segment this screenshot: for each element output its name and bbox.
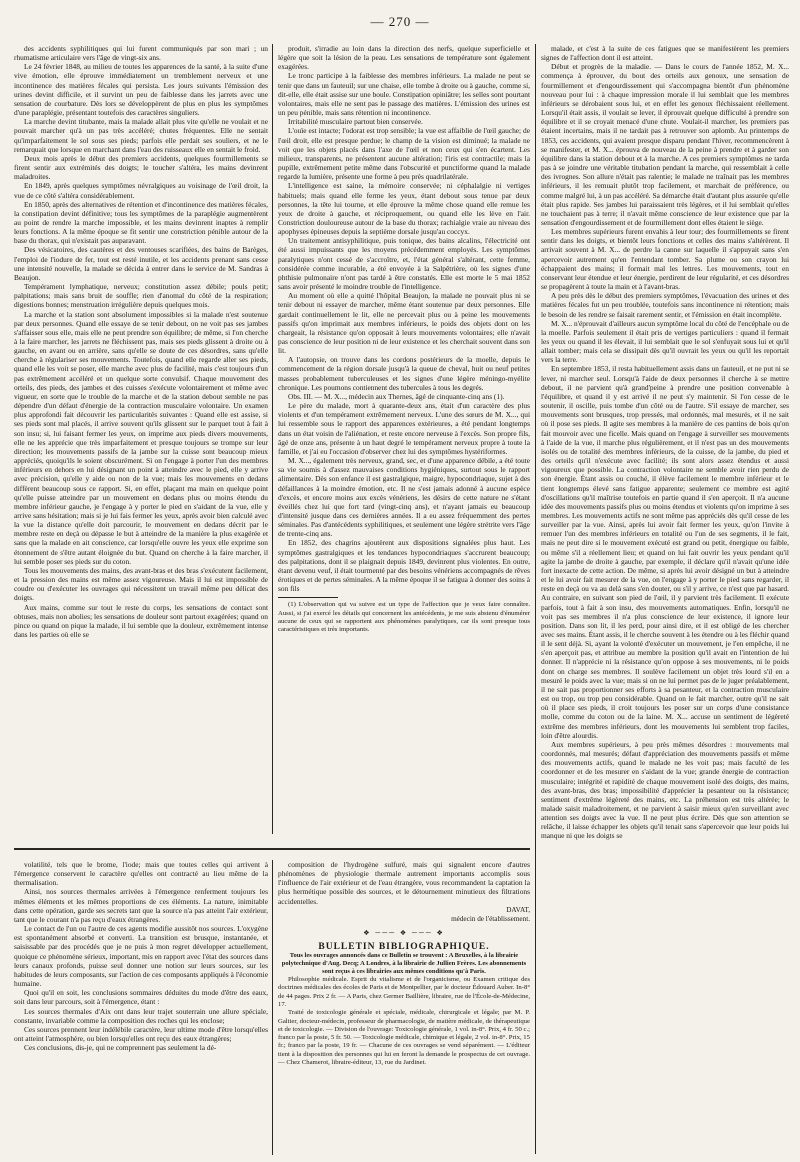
column-left-top bbox=[14, 44, 268, 834]
paragraph: Les sources thermales d'Aix ont dans leur trajet souterrain une allure spéciale, constante, invariable comme la composition des roches qui les enclose; bbox=[14, 1006, 268, 1025]
paragraph: Les membres supérieurs furent envahis à leur tour; des fourmillements se firent sentir dans les doigts, et bientôt leurs fonctions et celles des mains s'altérèrent. Il arrivait souvent à M. X... de perdre la canne sur laquelle il s'appuyait sans s'en apercevoir autrement qu'en l'entendant tomber. Sa plume ou son crayon lui échappaient des mains; il formait mal les lettres. Les mouvements, tout en conservant leur étendue et leur énergie, perdirent de leur régularité, et ces désordres se propagèrent à toute la main et à l'avant-bras. bbox=[541, 227, 789, 292]
paragraph: L'intelligence est saine, la mémoire conservée; ni céphalalgie ni vertiges habituels; mais quand elle ferme les yeux, étant debout sous tenue par deux personnes, la tête lui tourne, et elle éprouve la même chose quand elle remue les yeux de droite à gauche, et réciproquement, ou quand elle les lève en l'air. Constriction douloureuse autour de la base du thorax; rachialgie vraie au niveau des apophyses épineuses depuis la septième dorsale jusqu'au coccyx. bbox=[278, 181, 530, 237]
paragraph: Tous les mouvements des mains, des avant-bras et des bras s'exécutent facilement, et la pression des mains est même assez vigoureuse. Mais il lui est impossible de coudre ou d'exécuter les ouvrages qui nécessitent un travail même peu délicat des doigts. bbox=[14, 565, 268, 603]
paragraph: En 1852, des chagrins ajoutèrent aux dispositions signalées plus haut. Les symptômes gastralgiques et les tendances hypocondriaques s'accrurent beaucoup; des palpitations, dont il se plaignait depuis 1849, devinrent plus violentes. En outre, étant devenu veuf, il était tourmenté par des besoins vénériens accompagnés de rêves érotiques et de pertes séminales. A la même époque il se fatigua à donner des soins à son fils bbox=[278, 538, 530, 594]
paragraph: M. X... n'éprouvait d'ailleurs aucun symptôme local du côté de l'encéphale ou de la moelle. Parfois seulement il était pris de vertiges particuliers : quand il fermait les yeux ou quand il les élevait, il lui semblait que le sol s'enfuyait sous lui et qu'il allait tomber; mais cela se dissipait dès qu'il ouvrait les yeux ou qu'il les reportait vers la terre. bbox=[541, 318, 789, 365]
column-right bbox=[541, 44, 789, 1154]
paragraph: Le contact de l'un ou l'autre de ces agents modifie aussitôt nos sources. L'oxygène est spontanément absorbé et converti. La transition est brusque, instantanée, et saisissable par des procédés que je ne puis à mon regret développer actuellement, quoique ce phénomène sérieux, important, mis en rapport avec l'état des sources dans leurs canaux profonds, puisse seul donner une notion sur leurs sources, sur les habitudes de leurs composants, sur l'action de ces composants appliqués à l'économie humaine. bbox=[14, 924, 268, 989]
paragraph: Le 24 février 1848, au milieu de toutes les apparences de la santé, à la suite d'une vive émotion, elle éprouve immédiatement un tremblement nerveux et une incontinence des matières fécales qui persista. Les jours suivants l'émission des urines devint difficile, et il survint un peu de faiblesse dans les jarrets avec une sensation de courbature. Dès lors se développèrent de plus en plus les symptômes d'une paraplégie, présentant toutefois des caractères singuliers. bbox=[14, 62, 268, 118]
paragraph: composition de l'hydrogène sulfuré, mais qui signalent encore d'autres phénomènes de physiologie thermale autrement importants accomplis sous l'influence de l'air extérieur et de l'eau étrangère, vous recommandent la captation la plus hermétique possible des sources, et le détournement minutieux des filtrations accidentelles. bbox=[278, 860, 530, 906]
paragraph: Ainsi, nos sources thermales arrivées à l'émergence renferment toujours les mêmes éléments et les mêmes proportions de ces éléments. La nature, inimitable dans cette opération, garde ses secrets tant que la source n'a pas atteint l'air extérieur, tant que le courant n'a pas reçu d'eaux étrangères. bbox=[14, 887, 268, 924]
paragraph: La marche et la station sont absolument impossibles si la malade n'est soutenue par deux personnes. Quand elle essaye de se tenir debout, on ne voit pas ses jambes s'affaisser sous elle, mais elle ne peut prendre son équilibre; de même, si l'on cherche à la faire marcher, les jarrets ne fléchissent pas, mais ses pieds glissent à droite ou à gauche, en avant ou en arrière, sans qu'elle se doute de ces désordres, sans qu'elle cherche à régulariser ses mouvements. Toutefois, quand elle regarde aller ses pieds, quand elle les voit se poser, elle marche avec plus de facilité, mais c'est toujours d'un pas extrêmement accéléré et un quelque sorte convulsif. Chaque mouvement des orteils, des pieds, des jambes et des cuisses s'exécute volontairement et même avec vigueur, en sorte que le trouble de la marche et de la station debout semble ne pas dépendre d'un défaut d'énergie de la contraction musculaire volontaire. Un examen plus approfondi fait découvrir les particularités suivantes : Quand elle est assise, si ses pieds sont mal placés, il arrive souvent qu'ils glissent sur le parquet tout à fait à son insu; si, lui faisant fermer les yeux, on imprime aux pieds divers mouvements, elle ne les apprécie que très imparfaitement et presque toujours se trompe sur leur direction; les mouvements passifs de la jambe sur la cuisse sont beaucoup mieux appréciés, quoiqu'ils le soient obscurément. Si on l'engage à porter l'un des membres inférieurs en dehors en lui désignant un point à atteindre avec le pied, elle y arrive avec précision, qu'elle y aide ou non de la vue; mais les mouvements en dedans diffèrent beaucoup sous ce rapport. Si, en effet, plaçant ma main en quelque point qu'elle puisse atteindre par un mouvement en dedans plus ou moins étendu du membre inférieur gauche, je l'engage à y porter le pied en s'aidant de la vue, elle y arrive sans hésitation; mais si je lui fais fermer les yeux, après avoir bien calculé avec la vue la distance qu'elle doit parcourir, le mouvement en dedans décrit par le membre reste en deçà ou dépasse le but à atteindre de la manière la plus exagérée et sans que la malade en ait conscience, car lorsqu'elle ouvre les yeux elle exprime son étonnement de s'être autant éloignée du but. Quand on cherche à la faire marcher, il lui semble poser ses pieds sur du coton. bbox=[14, 309, 268, 566]
paragraph: La marche devint titubante, mais la malade allait plus vite qu'elle ne voulait et ne pouvait marcher qu'à un pas très accéléré; chutes fréquentes. Elle ne sentait qu'imparfaitement le sol sous ses pieds; parfois elle perdait ses souliers, et ne le remarquait que lorsque en marchant dans l'eau des ruisseaux elle en sentait le froid. bbox=[14, 117, 268, 154]
column-rule bbox=[272, 860, 273, 1155]
paragraph: malade, et c'est à la suite de ces fatigues que se manifestèrent les premiers signes de l'affection dont il est atteint. bbox=[541, 44, 789, 63]
paragraph: produit, s'irradie au loin dans la direction des nerfs, quelque superficielle et légère que soit la lésion de la peau. Les sensations de température sont également exagérées. bbox=[278, 44, 530, 72]
paragraph: A peu près dès le début des premiers symptômes, l'évacuation des urines et des matières fécales fut un peu troublée, toutefois sans incontinence ni rétention; mais le besoin de les rendre se faisait rarement sentir, et l'émission en était incomplète. bbox=[541, 291, 789, 319]
paragraph: Tempérament lymphatique, nerveux; constitution assez débile; pouls petit; palpitations; mais sans bruit de souffle; rien d'anomal du côté de la respiration; digestions bonnes; menstruation irrégulière depuis quelques mois. bbox=[14, 282, 268, 310]
column-rule bbox=[272, 44, 273, 834]
paragraph: Le père du malade, mort à quarante-deux ans, était d'un caractère des plus violents et d'un tempérament extrêmement nerveux. L'une des sœurs de M. X..., qui lui ressemble sous le rapport des apparences extérieures, a été pendant longtemps dans un état voisin de l'aliénation, et reste encore nerveuse à l'excès. Son propre fils, âgé de onze ans, présente à un haut degré le tempérament nerveux propre à toute la famille, et j'ai eu l'occasion d'observer chez lui des symptômes hystériformes. bbox=[278, 401, 530, 456]
paragraph: A l'autopsie, on trouve dans les cordons postérieurs de la moelle, depuis le commencement de la région dorsale jusqu'à la queue de cheval, huit ou neuf petites masses probablement tuberculeuses et les signes d'une légère méningo-myélite chronique. Les poumons contiennent des tubercules à tous les degrés. bbox=[278, 355, 530, 392]
bibliography-entry: Traité de toxicologie générale et spéciale, médicale, chirurgicale et légale; par M. P. Galtier, docteur-médecin, professeur de pharmacologie, de matière médicale, de thérapeutique et de toxicologie. — Division de l'ouvrage: Toxicologie générale, 1 vol. in-8°. Prix, 4 fr. 50 c.; franco par la poste, 5 fr. 50. — Toxicologie médicale, chimique et légale, 2 vol. in-8°. Prix, 15 fr.; franco par la poste, 19 fr. — Chacune de ces ouvrages se vend séparément. — L'éditeur tient à la disposition des personnes qui lui en feront la demande le prospectus de cet ouvrage. — Chez Chamerot, libraire-éditeur, 13, rue du Jardinet. bbox=[278, 1009, 530, 1067]
column-middle-top bbox=[278, 44, 530, 834]
paragraph: Des vésicatoires, des cautères et des ventouses scarifiées, des bains de Barèges, l'emploi de l'iodure de fer, tout est resté inutile, et les accidents prenant sans cesse une intensité nouvelle, la malade se décida à entrer dans le service de M. Sandras à Beaujon. bbox=[14, 245, 268, 282]
paragraph: En 1850, après des alternatives de rétention et d'incontinence des matières fécales, la constipation devint définitive; tous les symptômes de la paraplégie augmentèrent au point de rendre la marche impossible, et les mains devinrent inaptes à remplir leurs fonctions. A la même époque se fit sentir une constriction pénible autour de la base du thorax, qui n'existait pas auparavant. bbox=[14, 199, 268, 246]
paragraph: Un traitement antisyphilitique, puis tonique, des bains alcalins, l'électricité ont été aussi impuissants que les moyens précédemment employés. Les symptômes paralytiques n'ont cessé de s'accroître, et, l'état général s'altérant, cette femme, considérée comme incurable, a été envoyée à la Salpêtrière, où les signes d'une phthisie pulmonaire n'ont pas tardé à être constatés. Elle est morte le 5 mai 1852 sans avoir présenté le moindre trouble de l'intelligence. bbox=[278, 236, 530, 292]
column-rule bbox=[535, 44, 536, 1154]
paragraph: volatilité, tels que le brome, l'iode; mais que toutes celles qui arrivent à l'émergence conservent le caractère qu'elles ont contracté au lieu même de la thermalisation. bbox=[14, 860, 268, 888]
section-rule bbox=[14, 848, 530, 850]
paragraph: Au moment où elle a quitté l'hôpital Beaujon, la malade ne pouvait plus ni se tenir debout ni essayer de marcher, même étant soutenue par deux personnes. Elle gardait continuellement le lit, elle ne percevait plus ou à peine les mouvements passifs qu'on imprimait aux membres inférieurs, le poids des objets dont on les chargeait, la résistance qu'on opposait à leurs mouvements volontaires; elle n'avait pas conscience de leur position ni de leur existence et les cherchait souvent dans son lit. bbox=[278, 291, 530, 356]
paragraph: Le tronc participe à la faiblesse des membres inférieurs. La malade ne peut se tenir que dans un fauteuil; sur une chaise, elle tombe à droite ou à gauche, comme si, dit-elle, elle était assise sur une boule. Constipation opiniâtre; les selles sont pourtant volontaires, mais elle ne sent pas le passage des matières. L'émission des urines est un peu pénible, mais sans rétention ni incontinence. bbox=[278, 71, 530, 118]
paragraph: Aux mains, comme sur tout le reste du corps, les sensations de contact sont obtuses, mais non abolies; les sensations de douleur sont partout exagérées; quand on pince ou quand on pique la malade, il lui semble que la douleur, extrêmement intense dans les parties où elle se bbox=[14, 602, 268, 639]
paragraph: Irritabilité musculaire partout bien conservée. bbox=[288, 117, 423, 127]
ornament-divider: ❖ ─── ❖ ─── ❖ bbox=[363, 928, 445, 937]
paragraph: L'ouïe est intacte; l'odorat est trop sensible; la vue est affaiblie de l'œil gauche; de l'œil droit, elle est presque perdue; le champ de la vision est diminué; la malade ne voit que les objets placés dans l'axe de l'œil et non ceux qui s'en écartent. Les milieux, transparents, ne présentent aucune altération; l'iris est contractile; mais la pupille, extrêmement petite même dans l'obscurité et punctiforme quand la malade regarde la lumière, présente une forme à peu près quadrilatérale. bbox=[278, 126, 530, 182]
page-number: — 270 — bbox=[370, 14, 430, 29]
column-middle-bottom bbox=[278, 860, 530, 1155]
paragraph: En 1849, après quelques symptômes névralgiques au voisinage de l'œil droit, la vue de ce côté s'altéra considérablement. bbox=[14, 181, 268, 200]
footnote-rule bbox=[278, 597, 338, 598]
paragraph: Deux mois après le début des premiers accidents, quelques fourmillements se firent sentir aux extrémités des doigts; le toucher s'altéra, les mains devinrent maladroites. bbox=[14, 153, 268, 182]
bulletin-title: BULLETIN BIBLIOGRAPHIQUE. bbox=[318, 941, 490, 952]
paragraph: Obs. III. — M. X..., médecin aux Thernes, âgé de cinquante-cinq ans (1). bbox=[288, 391, 505, 401]
paragraph: Aux membres supérieurs, à peu près mêmes désordres : mouvements mal coordonnés, mal mesurés; défaut d'appréciation des mouvements passifs et même des mouvements actifs, quand le malade ne les voit pas; mais faculté de les coordonner et de les mesurer en s'aidant de la vue; grande énergie de contraction musculaire; intégrité et rapidité de chaque mouvement isolé des doigts, des mains, des avant-bras, des bras; impossibilité d'apprécier la pesanteur ou la résistance; sentiment d'extrême légèreté des mains, etc. La préhension est très altérée; le malade saisit maladroitement, et ne parvient à saisir mieux qu'en surveillant avec attention ses doigts avec la vue. Il ne peut plus écrire. Dès que son attention se relâche, il laisse échapper les objets qu'il tenait sans s'apercevoir que leur poids lui manque ni que les doigts se bbox=[541, 739, 789, 841]
column-left-bottom bbox=[14, 860, 268, 1155]
bulletin-intro: Tous les ouvrages annoncés dans ce Bulletin se trouvent : A Bruxelles, à la librairie polytechnique d'Aug. Decq; A Londres, à la librairie de Jullien Frères. Les abonnements sont reçus à ces librairies aux mêmes conditions qu'à Paris. bbox=[281, 952, 527, 976]
bibliography-entry: Philosophie médicale. Esprit du vitalisme et de l'organicisme, ou Examen critique des doctrines médicales des écoles de Paris et de Montpellier, par le docteur Édouard Auber. In-8° de 44 pages. Prix 2 fr. — A Paris, chez Germer Baillière, libraire, rue de l'École-de-Médecine, 17. bbox=[278, 976, 530, 1008]
paragraph: M. X..., également très nerveux, grand, sec, et d'une apparence débile, a été toute sa vie soumis à d'assez mauvaises conditions hygiéniques, surtout sous le rapport alimentaire. Dès son enfance il est gastralgique, maigre, hypocondriaque, sujet à des défaillances à la moindre émotion, etc. Il ne s'est jamais adonné à aucune espèce d'excès, et encore moins aux excès vénériens, les désirs de cette nature ne s'étant éveillés chez lui que fort tard (vingt-cinq ans), et n'ayant jamais eu beaucoup d'intensité jusque dans ces dernières années. Il a eu assez fréquemment des pertes séminales. Pas d'antécédents syphilitiques, et seulement une légère strétrite vers l'âge de trente-cinq ans. bbox=[278, 456, 530, 539]
paragraph: Ces sources prennent leur indélébile caractère, leur ultime mode d'être lorsqu'elles ont atteint l'atmosphère, ou bien lorsqu'elles ont reçu des eaux étrangères; bbox=[14, 1024, 268, 1043]
footnote: (1) L'observation qui va suivre est un type de l'affection que je veux faire connaître. Aussi, si j'ai exercé les détails qui concernent les antécédents, je me suis abstenu d'énumérer aucune de ceux qui se rapportent aux phénomènes paralytiques, car ils sont presque tous caractéristiques et très importants. bbox=[278, 601, 530, 634]
paragraph: Quoi qu'il en soit, les conclusions sommaires déduites du mode d'être des eaux, soit dans leur parcours, soit à l'émergence, étant : bbox=[14, 988, 268, 1007]
signature-role: médecin de l'établissement. bbox=[451, 914, 530, 923]
paragraph: des accidents syphilitiques qui lui furent communiqués par son mari ; un rhumatisme articulaire vers l'âge de vingt-six ans. bbox=[14, 44, 268, 63]
paragraph: Ces conclusions, dis-je, qui ne comprennent pas seulement la dé- bbox=[24, 1043, 217, 1053]
signature-name: DAVAT, bbox=[506, 905, 530, 914]
paragraph: Début et progrès de la maladie. — Dans le cours de l'année 1852, M. X... commença à éprouver, du bout des orteils aux genoux, une sensation de fourmillement et d'engourdissement qui s'accompagna bientôt d'un phénomène nouveau pour lui : à chaque impression morale il lui semblait que les membres inférieurs se dérobaient sous lui, et en effet les genoux fléchissaient réellement. Lorsqu'il était assis, il voulait se lever, il éprouvait quelque difficulté à prendre son équilibre et il se croyait menacé d'une chute. Voulait-il marcher, les premiers pas étaient incertains, mais il ne tardait pas à retrouver son aplomb. Au printemps de 1853, ces accidents, qui avaient presque disparu pendant l'hiver, recommencèrent à se manifester, et M. X... éprouva de nouveau de la peine à prendre et à garder son équilibre dans la station debout et à la marche. A ces premiers symptômes ne tarda pas à se joindre une véritable titubation pendant la marche, qui ressemblait à celle des ivrognes. Son allure n'était pas ralentie; le malade ne traînait pas les membres inférieurs, il les remuait plutôt trop facilement, et marchait de préférence, ou comme malgré lui, à un pas accéléré. Sa démarche était d'autant plus assurée qu'elle était plus rapide. Ses jambes lui paraissaient très légères, et il lui semblait qu'elles ne touchaient pas à terre; il n'avait même conscience de leur existence que par la sensation d'engourdissement et de fourmillement dont elles étaient le siège. bbox=[541, 62, 789, 227]
paragraph: En septembre 1853, il resta habituellement assis dans un fauteuil, et ne put ni se lever, ni marcher seul. Lorsqu'à l'aide de deux personnes il cherche à se mettre debout, il ne parvient qu'à grand'peine à prendre une position convenable à l'équilibre, et quand il y est arrivé il ne peut s'y maintenir. Si l'on cesse de le soutenir, il oscille, puis tombe d'un côté ou de l'autre. S'il essaye de marcher, ses mouvements sont brusques, trop pressés, mal ordonnés, mal mesurés, et il ne sait où il pose ses pieds. Il agite ses membres à la manière de ces pantins de bois qu'on fait mouvoir avec une ficelle. Mais quand on l'engage à surveiller ses mouvements à l'aide de la vue, il marche plus régulièrement, et il n'est pas un des mouvements isolés ou de totalité des membres inférieurs, de la cuisse, de la jambe, du pied et des orteils qu'il n'exécute avec facilité; ils sont alors assez étendus et aussi vigoureux que possible. La contraction volontaire ne semble avoir rien perdu de son énergie. Étant assis ou couché, il élève facilement le membre inférieur et le tient longtemps élevé sans fatigue apparente; seulement ce membre est agité d'oscillations qu'il maîtrise toutefois en partie quand il s'en aperçoit. Il n'a aucune idée des mouvements passifs plus ou moins étendus et violents qu'on imprime à ses membres. Les mouvements actifs ne sont même pas appréciés dès qu'il cesse de les surveiller par la vue. Ainsi, après lui avoir fait fermer les yeux, qu'on l'invite à remuer l'un des membres inférieurs en totalité ou l'un de ses segments, il le fait, mais ne peut dire si le mouvement exécuté est grand ou petit, énergique ou faible, ou même s'il a réellement lieu; et quand on lui fait ouvrir les yeux pendant qu'il agite la jambe de droite à gauche, par exemple, il déclare qu'il n'avait qu'une idée fort inexacte de cette action. De même, si après lui avoir désigné un but à atteindre et le lui avoir fait mesurer de la vue, on l'engage à y porter le pied sans regarder, il reste en deçà ou va au delà sans s'en douter, ou s'il y arrive, ce n'est que par hasard. Au contraire, en suivant son pied de l'œil, il y parvient très facilement. Il exécute parfois, tout à fait à son insu, des mouvements automatiques. Enfin, lorsqu'il ne voit pas ses membres il n'a plus conscience de leur existence, il ignore leur position. Dans son lit, il les perd, pour ainsi dire, et il est obligé de les chercher avec ses mains. Étant assis, il le cherche souvent à les étendre ou à les fléchir quand il le sent déjà. Si, ayant la volonté d'exécuter un mouvement, je l'en empêche, il ne s'en aperçoit pas, et attribue au membre la position qu'il avait en l'intention de lui donner. Il n'apprécie ni la résistance qu'on oppose à ses mouvements, ni le poids dont on charge ses membres. Il soulève facilement un objet très lourd s'il en a mesuré le poids avec la vue; mais si on ne lui permet pas de le juger préalablement, il ne sait pas proportionner ses efforts à sa pesanteur, et la contraction musculaire est ou trop, ou trop peu considérable. Quand on le fait marcher, outre qu'il ne sait où il place ses pieds, il croit toujours les poser sur un corps d'une consistance molle, comme du coton ou de la laine. M. X... accuse un sentiment de légèreté extrême des membres inférieurs, dont les mouvements lui semblent trop faciles, loin d'être alourdis. bbox=[541, 364, 789, 740]
